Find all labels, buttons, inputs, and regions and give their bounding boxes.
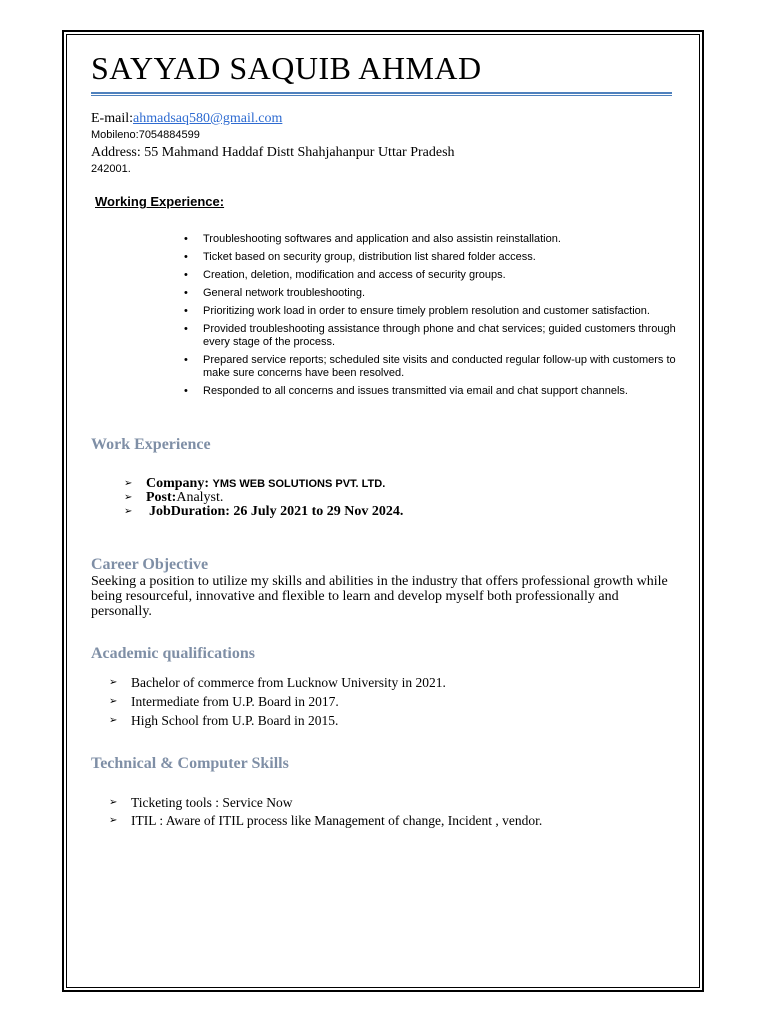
post-value: Analyst.	[176, 490, 224, 505]
list-item: • Prepared service reports; scheduled site visits and conducted regular follow-up with customers to make sure concerns have been resolved.	[203, 354, 676, 380]
candidate-name: SAYYAD SAQUIB AHMAD	[91, 50, 482, 86]
email-link[interactable]: ahmadsaq580@gmail.com	[133, 111, 283, 126]
career-objective-text: Seeking a position to utilize my skills and abilities in the industry that offers professional growth while being resourceful, innovative and flexible to learn and develop myself both professionally and personally.	[91, 574, 668, 619]
work-experience-list	[124, 477, 676, 519]
list-item: • Responded to all concerns and issues transmitted via email and chat support channels.	[203, 385, 676, 398]
list-item: ➢ ITIL : Aware of ITIL process like Management of change, Incident , vendor.	[109, 812, 676, 830]
working-experience-list	[91, 233, 676, 398]
technical-skills-heading: Technical & Computer Skills	[91, 755, 289, 772]
list-item: • Troubleshooting softwares and application and also assistin reinstallation.	[203, 233, 676, 246]
list-item: • Prioritizing work load in order to ensure timely problem resolution and customer satisfaction.	[203, 305, 676, 318]
title-rule	[91, 92, 672, 96]
pincode-line: 242001.	[91, 163, 131, 175]
email-line	[91, 110, 676, 127]
email-label: E-mail:	[91, 111, 133, 126]
academic-list	[109, 673, 676, 730]
address-line: Address: 55 Mahmand Haddaf Distt Shahjahanpur Uttar Pradesh	[91, 145, 455, 160]
mobile-line: Mobileno:7054884599	[91, 129, 200, 141]
list-item: ➢ Bachelor of commerce from Lucknow University in 2021.	[109, 673, 676, 692]
company-name: YMS WEB SOLUTIONS PVT. LTD.	[212, 478, 386, 490]
company-label: Company:	[146, 476, 210, 491]
list-item: • Ticket based on security group, distribution list shared folder access.	[203, 251, 676, 264]
list-item: ➢ Ticketing tools : Service Now	[109, 794, 676, 812]
academic-heading: Academic qualifications	[91, 645, 255, 662]
company-item	[124, 477, 676, 491]
work-experience-heading: Work Experience	[91, 436, 211, 453]
resume-content	[91, 48, 676, 830]
list-item: • Creation, deletion, modification and access of security groups.	[203, 269, 676, 282]
duration-item	[124, 505, 676, 519]
contact-block	[91, 110, 676, 178]
list-item: ➢ High School from U.P. Board in 2015.	[109, 711, 676, 730]
list-item: • General network troubleshooting.	[203, 287, 676, 300]
post-label: Post:	[146, 490, 177, 505]
post-item	[124, 491, 676, 505]
list-item: • Provided troubleshooting assistance through phone and chat services; guided customers through every stage of the process.	[203, 323, 676, 349]
technical-skills-list	[109, 794, 676, 830]
career-objective-heading: Career Objective	[91, 556, 209, 573]
list-item: ➢ Intermediate from U.P. Board in 2017.	[109, 692, 676, 711]
working-experience-title: Working Experience:	[95, 194, 225, 209]
job-duration: JobDuration: 26 July 2021 to 29 Nov 2024.	[149, 504, 404, 519]
